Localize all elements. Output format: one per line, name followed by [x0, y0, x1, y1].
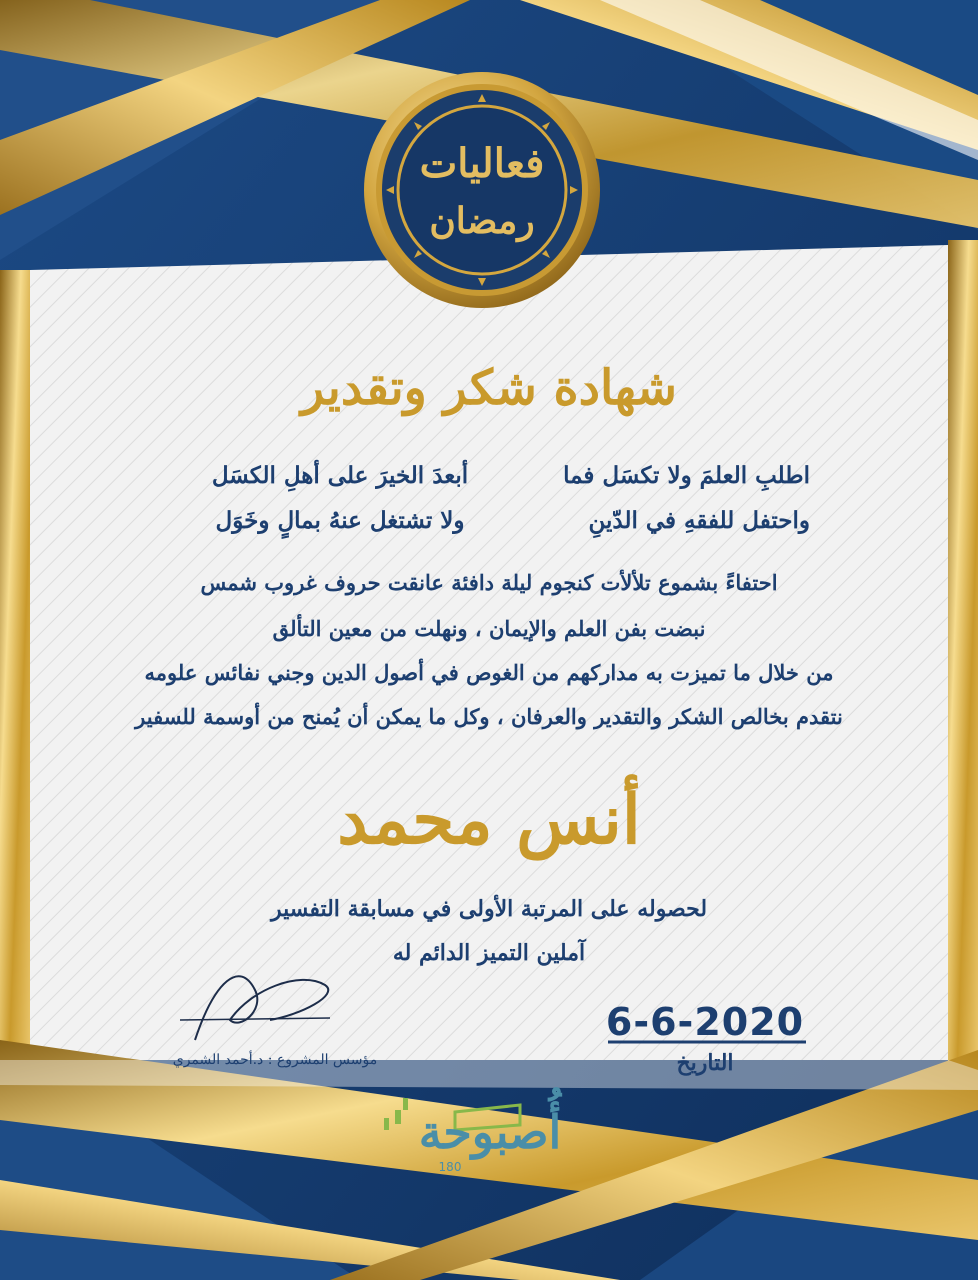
poem-verse-1-left: أبعدَ الخيرَ على أهلِ الكسَل: [211, 462, 469, 489]
body-line-2: نبضت بفن العلم والإيمان ، ونهلت من معين التألق: [272, 616, 706, 641]
date-value: 6-6-2020: [605, 1000, 805, 1044]
body-line-3: من خلال ما تميزت به مداركهم من الغوص في أصول الدين وجني نفائس علومه: [144, 660, 834, 685]
seal-line-2: رمضان: [429, 200, 535, 242]
poem-verse-2-left: ولا تشتغل عنهُ بمالٍ وخَوَل: [215, 507, 465, 534]
founder-signature-label: مؤسس المشروع : د.أحمد الشمري: [172, 1052, 378, 1068]
poem-verse-1-right: اطلبِ العلمَ ولا تكسَل فما: [563, 462, 810, 489]
achievement-text: لحصوله على المرتبة الأولى في مسابقة التفسير: [270, 896, 708, 922]
certificate-title: شهادة شكر وتقدير: [301, 360, 677, 416]
date-label: التاريخ: [676, 1050, 734, 1076]
body-line-4: نتقدم بخالص الشكر والتقدير والعرفان ، وكل ما يمكن أن يُمنح من أوسمة للسفير: [135, 704, 843, 729]
wish-text: آملين التميز الدائم له: [392, 940, 586, 966]
poem-verse-2-right: واحتفل للفقهِ في الدّينِ: [588, 507, 810, 534]
seal-line-1: فعاليات: [419, 140, 545, 187]
recipient-name: أنس محمد: [337, 780, 641, 860]
organization-logo: أُصبوحة: [418, 1105, 562, 1159]
logo-number: 180: [438, 1160, 462, 1174]
body-line-1: احتفاءً بشموع تلألأت كنجوم ليلة دافئة عانقت حروف غروب شمس: [200, 570, 778, 595]
